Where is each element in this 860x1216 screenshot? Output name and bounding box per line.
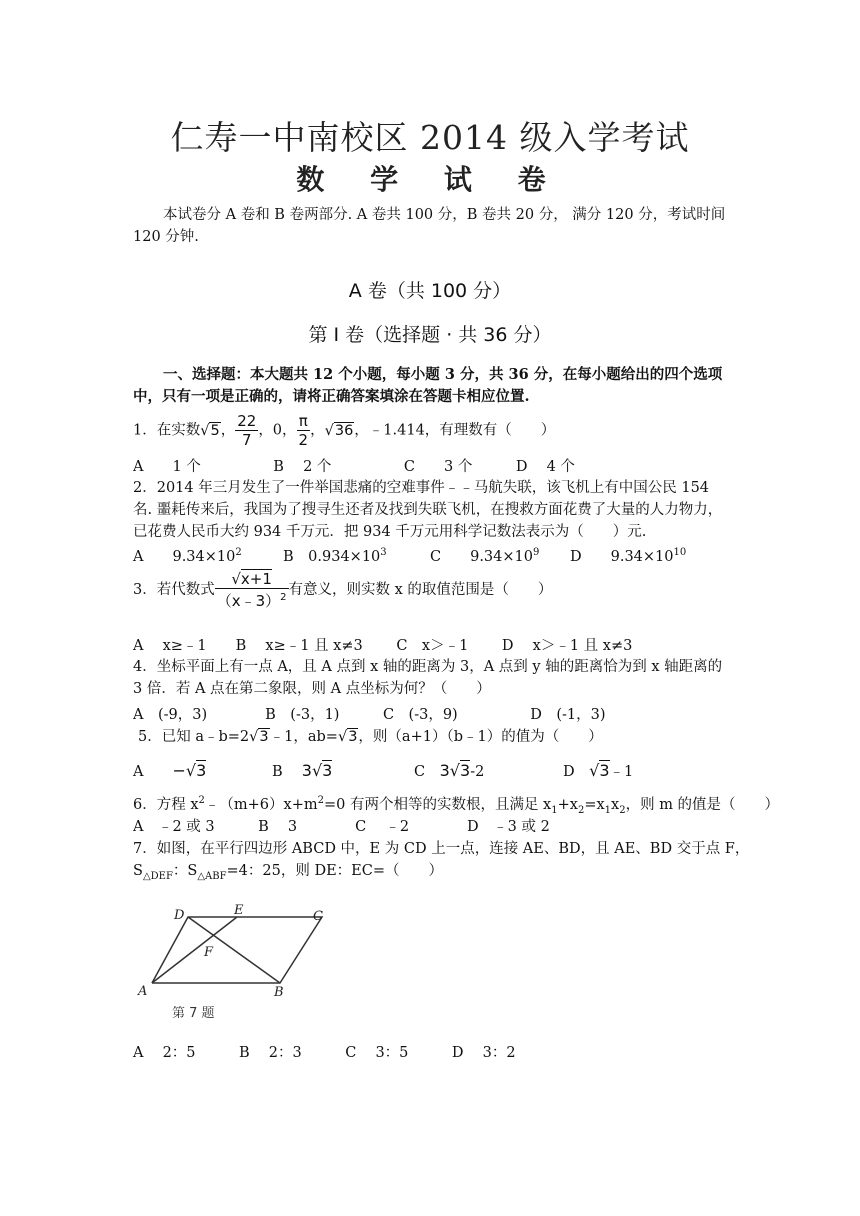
q5-option-b: B 3√3	[272, 761, 333, 780]
q7-options: A 2：5 B 2：3 C 3：5 D 3：2	[133, 1045, 516, 1061]
q1-prefix: 1．在实数	[133, 422, 201, 439]
parallelogram-figure	[130, 900, 340, 1030]
part1-heading: 一、选择题：本大题共 12 个小题，每小题 3 分，共 36 分，在每小题给出的四个选项中，只有一项是正确的，请将正确答案填涂在答题卡相应位置.	[133, 366, 723, 405]
q5-option-a: A −√3	[133, 761, 207, 780]
figure-caption: 第 7 题	[172, 1006, 215, 1021]
q2-option-d: D $9.34\times 10^{10}$	[570, 547, 687, 565]
question-5: 5．已知 a﹣b=2√3﹣1，ab=√3，则（a+1）（b﹣1）的值为（ ）	[138, 729, 603, 745]
question-6: 6．方程 $x^2﹣(m+6)x+m^2=0$ 有两个相等的实数根，且满足 $x_1+x_2=x_1x_2$，则 m 的值是（ ）	[133, 795, 780, 816]
q1-zero: ，0，	[258, 422, 297, 439]
section-a-heading: A 卷（共 100 分）	[348, 280, 512, 302]
question-3	[133, 570, 552, 610]
label-c: C	[313, 909, 323, 924]
question-4: 4．坐标平面上有一点 A，且 A 点到 x 轴的距离为 3，A 点到 y 轴的距离恰为到 x 轴距离的 3 倍．若 A 点在第二象限，则 A 点坐标为何？（ ）	[133, 659, 723, 697]
q5-option-d: D √3﹣1	[563, 761, 634, 780]
segment-bd	[188, 917, 280, 983]
q5-option-c: C 3√3-2	[414, 761, 485, 780]
q3-fraction: $\frac{√x+1}{(x﹣3)^2}$	[216, 570, 287, 610]
q2-option-c: C $9.34\times 10^9$	[430, 547, 540, 565]
q3-prefix: 3．若代数式	[133, 582, 215, 598]
q1-fraction-22-7: $\frac{22}{7}$	[237, 412, 257, 449]
parallelogram-edges	[152, 917, 322, 983]
label-e: E	[234, 903, 244, 918]
label-a: A	[138, 984, 148, 999]
question-1: 1．在实数√5， $\frac{22}{7}$ ，0， $\frac{\pi}{2}$ ，√36，﹣1.414，有理数有（ ）	[133, 412, 556, 449]
page-title: 仁寿一中南校区 2014 级入学考试	[170, 118, 690, 157]
q4-options: A (-9，3) B (-3，1) C (-3，9) D (-1，3)	[133, 707, 606, 723]
q1-sqrt36: √36	[324, 422, 354, 439]
q1-fraction-pi-2: $\frac{\pi}{2}$	[298, 412, 309, 449]
label-f: F	[204, 945, 214, 960]
question-7-line1: 7．如图，在平行四边形 ABCD 中，E 为 CD 上一点，连接 AE、BD，且 AE、BD 交于点 F，	[133, 841, 750, 857]
question-7-line2: $S_{\triangle DEF}$：$S_{\triangle ABF}=4$：25，则 DE：EC=（ ）	[133, 863, 444, 882]
label-b: B	[274, 985, 284, 1000]
section-i-heading: 第 I 卷（选择题 · 共 36 分）	[308, 324, 552, 346]
page-subtitle: 数 学 试 卷	[296, 163, 564, 196]
segment-ae	[152, 917, 237, 983]
q1-suffix: ，﹣1.414，有理数有（ ）	[354, 422, 556, 439]
intro-text: 本试卷分 A 卷和 B 卷两部分. A 卷共 100 分，B 卷共 20 分， 满分 120 分，考试时间 120 分钟.	[133, 207, 726, 245]
q3-suffix: 有意义，则实数 x 的取值范围是（ ）	[288, 582, 553, 598]
q2-option-b: B $0.934\times 10^3$	[283, 547, 387, 565]
q1-options: A 1 个 B 2 个 C 3 个 D 4 个	[133, 459, 575, 475]
q3-options: A x≥﹣1 B x≥﹣1 且 x≠3 C x＞﹣1 D x＞﹣1 且 x≠3	[133, 638, 633, 654]
question-2: 2．2014 年三月发生了一件举国悲痛的空难事件﹣﹣马航失联，该飞机上有中国公民 154 名. 噩耗传来后，我国为了搜寻生还者及找到失联飞机，在搜救方面花费了大量的人力物力，已花费人民币大约 934 千万元．把 934 千万元用科学记数法表示为（ ）元.	[133, 480, 723, 540]
q2-option-a: A $9.34\times 10^2$	[133, 547, 242, 565]
q1-sqrt5: √5	[200, 422, 220, 439]
q6-options: A ﹣2 或 3 B 3 C ﹣2 D ﹣3 或 2	[133, 819, 550, 835]
label-d: D	[174, 908, 185, 923]
